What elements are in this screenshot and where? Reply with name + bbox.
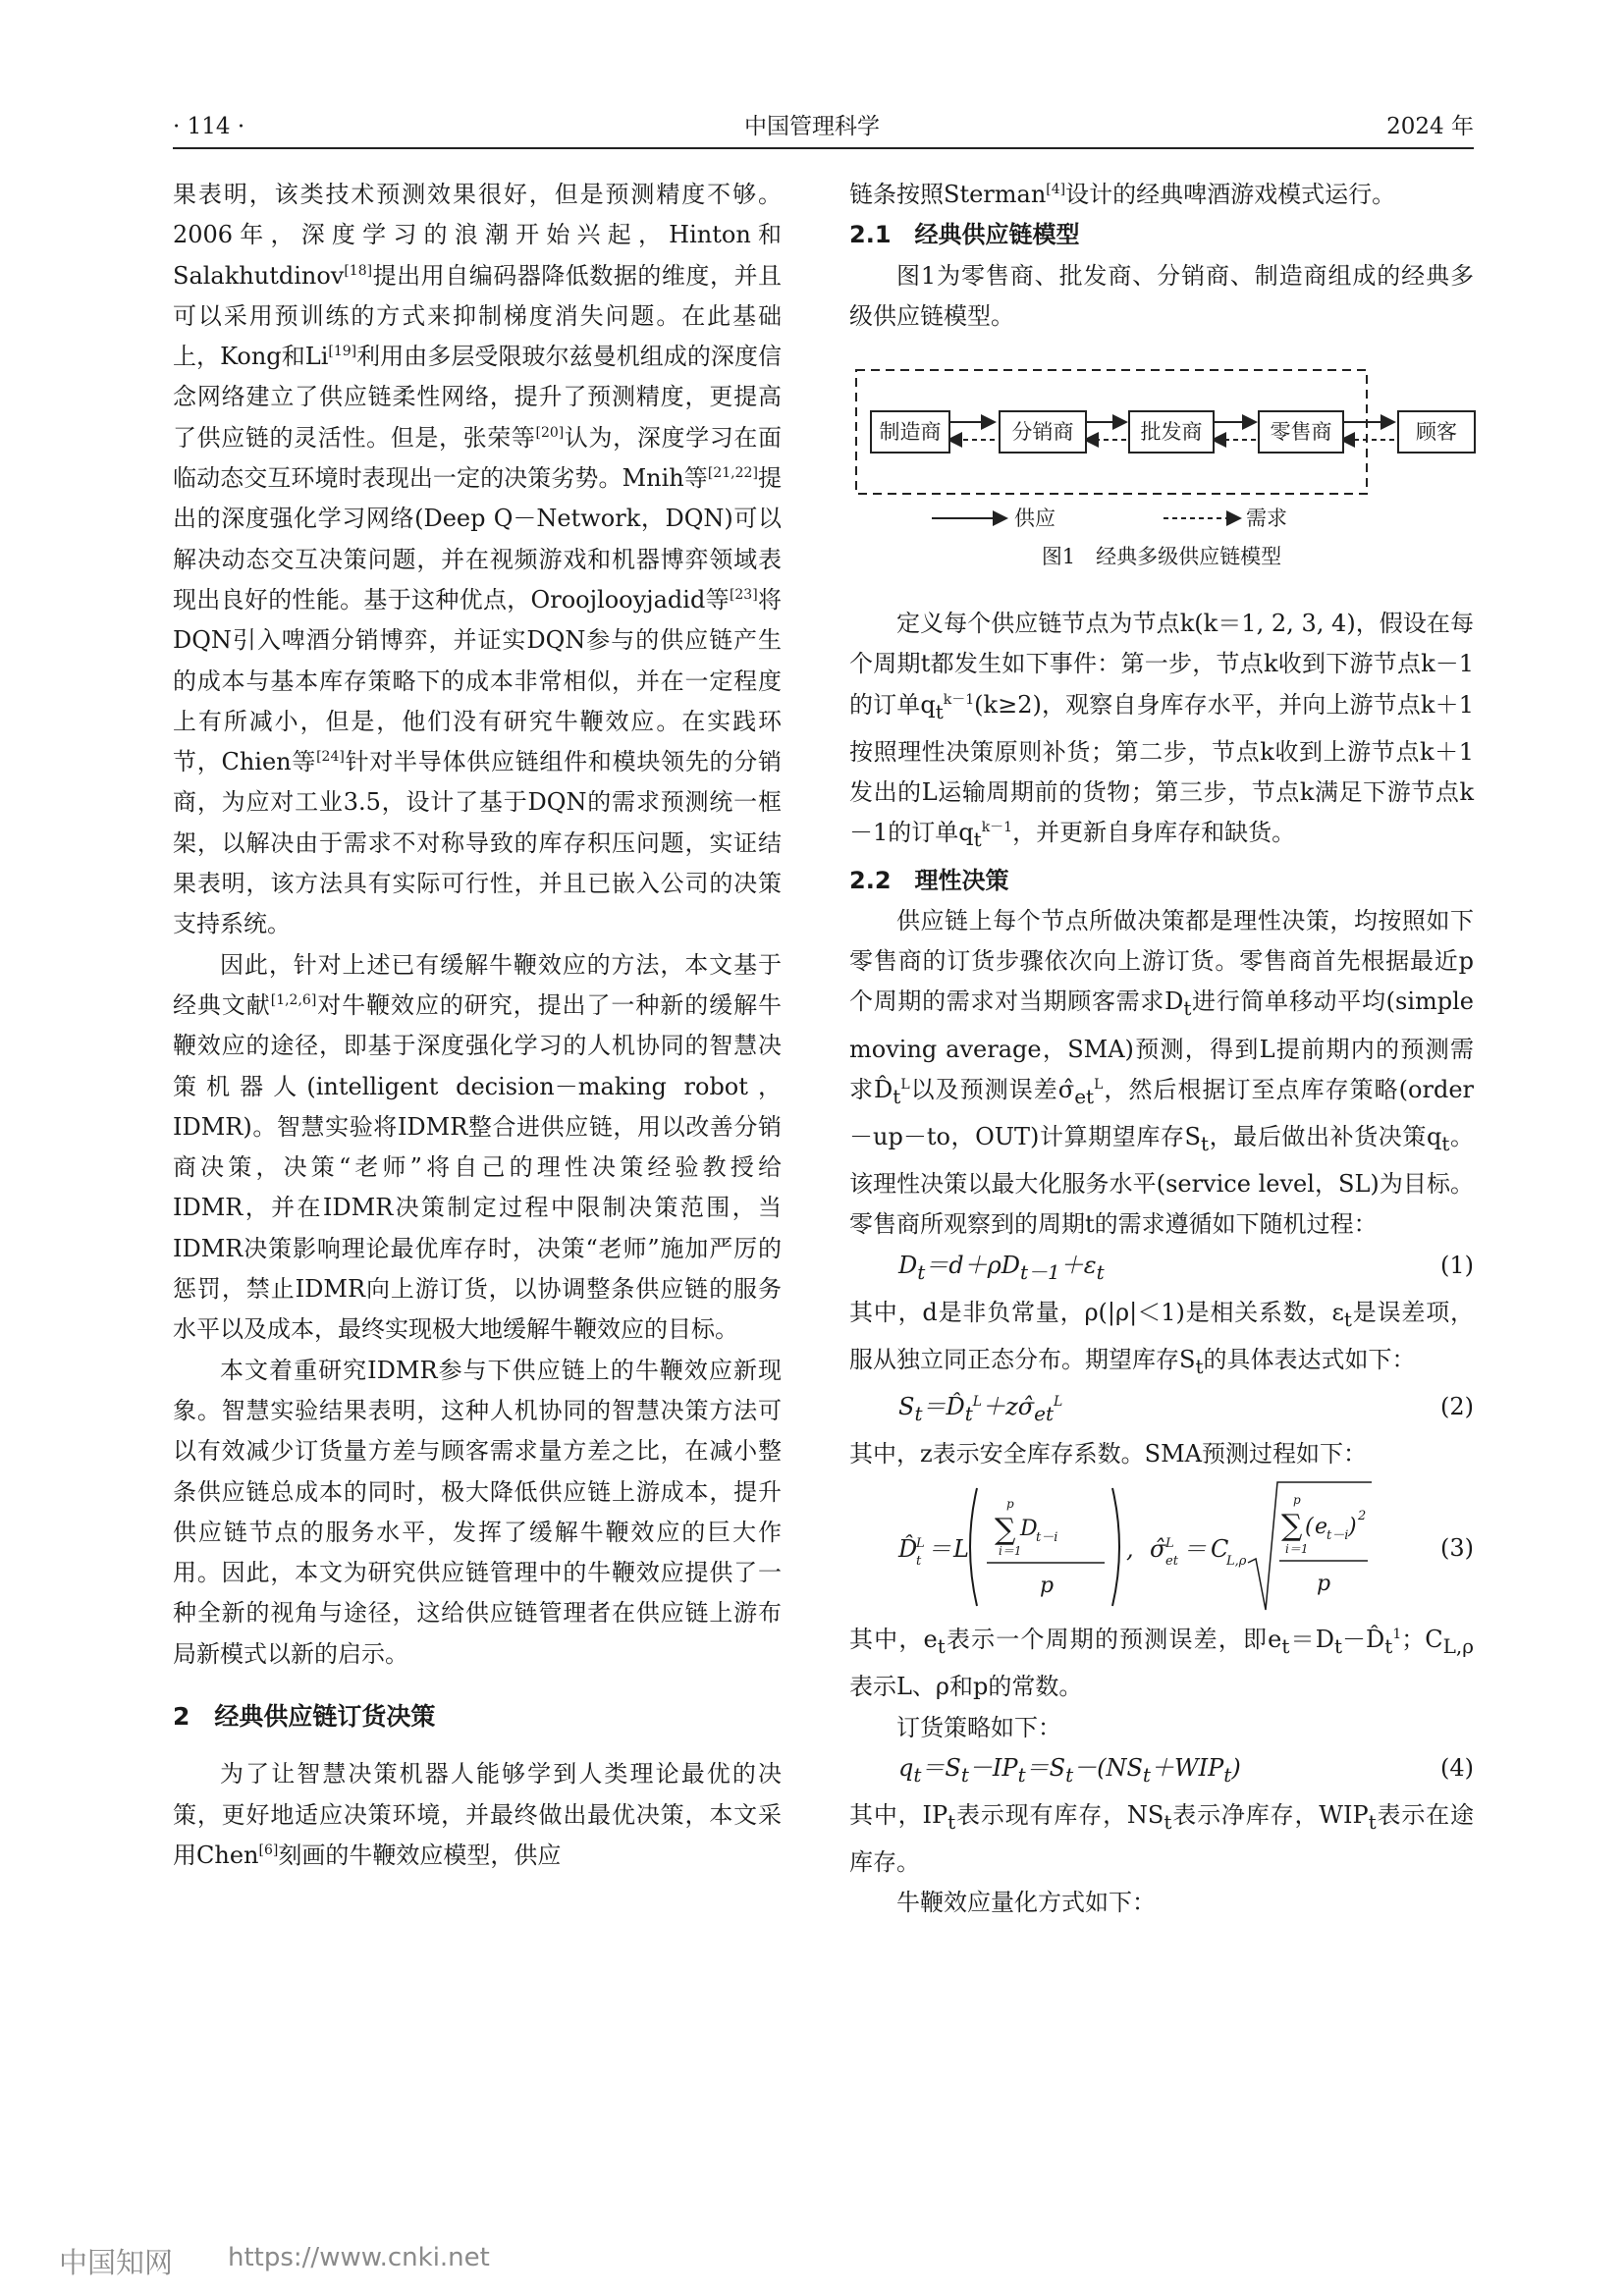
left-paragraph-2: 因此，针对上述已有缓解牛鞭效应的方法，本文基于经典文献[1,2,6]对牛鞭效应的研究，提出了一种新的缓解牛鞭效应的途径，即基于深度强化学习的人机协同的智慧决策机器人(intelligent decision－making robot，IDMR)。智慧实验将IDMR整合进供应链，用以改善分销商决策，决策“老师”将自己的理性决策经验教授给IDMR，并在IDMR决策制定过程中限制决策范围，当IDMR决策影响理论最优库存时，决策“老师”施加严厉的惩罚，禁止IDMR向上游订货，以协调整条供应链的服务水平以及成本，最终实现极大地缓解牛鞭效应的目标。 <box>173 950 783 1344</box>
svg-text:2: 2 <box>1358 1509 1367 1524</box>
equation-3-number: (3) <box>1440 1534 1474 1563</box>
journal-title: 中国管理科学 <box>744 114 880 139</box>
svg-text:i＝1: i＝1 <box>1285 1542 1309 1557</box>
equation-4-body: $q_t=S_t-IP_t=S_t-(NS_t+WIP_t)$ <box>898 1753 1241 1787</box>
right-paragraph-8: 其中，$IP_t$表示现有库存，$NS_t$表示净库存，$WIP_t$表示在途库存。 <box>849 1801 1475 1877</box>
svg-text:t－i: t－i <box>1036 1530 1058 1546</box>
page-number: · 114 · <box>173 114 245 139</box>
subsection-heading-2-2: 2.2 理性决策 <box>849 866 1009 894</box>
equation-4 <box>849 1748 1474 1795</box>
right-column <box>849 175 1474 1924</box>
svg-text:p: p <box>1293 1493 1301 1508</box>
equation-1-body: $D_t=d+\rho D_{t-1}+\varepsilon_t$ <box>898 1251 1105 1284</box>
svg-text:σ̂: σ̂ <box>1150 1535 1166 1564</box>
right-paragraph-9: 牛鞭效应量化方式如下： <box>896 1889 1156 1917</box>
cnki-watermark-logo: 中国知网 <box>59 2246 174 2279</box>
svg-text:L: L <box>1165 1536 1174 1552</box>
header-rule <box>173 147 1474 149</box>
equation-3 <box>849 1474 1474 1620</box>
node-manufacturer: 制造商 <box>870 410 950 454</box>
svg-text:p: p <box>1006 1497 1014 1512</box>
equation-1-number: (1) <box>1440 1251 1474 1279</box>
equation-4-number: (4) <box>1440 1753 1474 1782</box>
right-paragraph-7: 订货策略如下： <box>896 1713 1061 1741</box>
svg-text:(: ( <box>1305 1515 1314 1540</box>
legend-supply-label: 供应 <box>1014 507 1056 531</box>
subsection-heading-2-1: 2.1 经典供应链模型 <box>849 221 1080 249</box>
svg-text:p: p <box>1040 1574 1055 1599</box>
figure-caption: 图1 经典多级供应链模型 <box>1041 545 1282 569</box>
figure-1 <box>849 356 1474 574</box>
svg-text:et: et <box>1165 1554 1178 1570</box>
node-wholesaler: 批发商 <box>1128 410 1215 454</box>
right-paragraph-1: 图1为零售商、批发商、分销商、制造商组成的经典多级供应链模型。 <box>849 261 1474 330</box>
svg-text:p: p <box>1317 1572 1331 1597</box>
svg-text:): ) <box>1348 1515 1357 1540</box>
left-paragraph-4: 为了让智慧决策机器人能够学到人类理论最优的决策，更好地适应决策环境，并最终做出最优决策，本文采用Chen[6]刻画的牛鞭效应模型，供应 <box>173 1760 782 1869</box>
right-paragraph-6: 其中，$e_t$表示一个周期的预测误差，即$e_t=D_t-D̂_t^1$；$C_{L,\rho}$表示L、ρ和p的常数。 <box>849 1626 1475 1701</box>
cnki-watermark-url: https://www.cnki.net <box>228 2243 490 2272</box>
right-paragraph-4: 其中，d是非负常量，ρ(|ρ|＜1)是相关系数，$\varepsilon_t$是误差项，服从独立同正态分布。期望库存$S_t$的具体表达式如下： <box>849 1298 1475 1378</box>
node-retailer: 零售商 <box>1258 410 1344 454</box>
left-column <box>173 175 782 1876</box>
node-customer: 顾客 <box>1397 410 1476 454</box>
svg-text:L,ρ: L,ρ <box>1226 1554 1247 1570</box>
svg-text:∑: ∑ <box>1281 1509 1303 1544</box>
right-paragraph-3: 供应链上每个节点所做决策都是理性决策，均按照如下零售商的订货步骤依次向上游订货。零售商首先根据最近p个周期的需求对当期顾客需求$D_t$进行简单移动平均(simple moving average，SMA)预测，得到L提前期内的预测需求$D̂_t^L$以及预测误差$\sigmâ_{et}^L$，然后根据订至点库存策略(order－up－to，OUT)计算期望库存$S_t$，最后做出补货决策$q_t$。该理性决策以最大化服务水平(service level，SL)为目标。零售商所观察到的周期t的需求遵循如下随机过程： <box>849 906 1475 1239</box>
equation-2-number: (2) <box>1440 1392 1474 1420</box>
equation-3-graphic <box>849 1474 1474 1620</box>
svg-text:L: L <box>916 1536 925 1552</box>
right-paragraph-0: 链条按照Sterman[4]设计的经典啤酒游戏模式运行。 <box>849 181 1396 208</box>
svg-text:D̂: D̂ <box>898 1535 918 1564</box>
svg-text:e: e <box>1315 1515 1328 1540</box>
svg-text:＝: ＝ <box>928 1535 951 1564</box>
svg-text:＝: ＝ <box>1183 1535 1207 1564</box>
equation-2 <box>849 1387 1474 1434</box>
year: 2024 年 <box>1386 114 1474 139</box>
equation-1 <box>849 1246 1474 1293</box>
svg-text:t: t <box>916 1554 922 1570</box>
right-paragraph-2: 定义每个供应链节点为节点k(k＝1, 2, 3, 4)，假设在每个周期t都发生如下事件：第一步，节点k收到下游节点k－1的订单$q_t^{k-1}(k\ge 2)$，观察自身库存水平，并向上游节点k＋1按照理性决策原则补货；第二步，节点k收到上游节点k＋1发出的L运输周期前的货物；第三步，节点k满足下游节点k－1的订单$q_t^{k-1}$，并更新自身库存和缺货。 <box>849 610 1474 852</box>
svg-text:t－i: t－i <box>1326 1528 1349 1544</box>
right-paragraph-5: 其中，z表示安全库存系数。SMA预测过程如下： <box>849 1440 1367 1468</box>
left-paragraph-1: 果表明，该类技术预测效果很好，但是预测精度不够。2006年，深度学习的浪潮开始兴起，Hinton和Salakhutdinov[18]提出用自编码器降低数据的维度，并且可以采用预训练的方式来抑制梯度消失问题。在此基础上，Kong和Li[19]利用由多层受限玻尔兹曼机组成的深度信念网络建立了供应链柔性网络，提升了预测精度，更提高了供应链的灵活性。但是，张荣等[20]认为，深度学习在面临动态交互环境时表现出一定的决策劣势。Mnih等[21,22]提出的深度强化学习网络(Deep Q－Network，DQN)可以解决动态交互决策问题，并在视频游戏和机器博弈领域表现出良好的性能。基于这种优点，Oroojlooyjadid等[23]将DQN引入啤酒分销博弈，并证实DQN参与的供应链产生的成本与基本库存策略下的成本非常相似，并在一定程度上有所减小，但是，他们没有研究牛鞭效应。在实践环节，Chien等[24]针对半导体供应链组件和模块领先的分销商，为应对工业3.5，设计了基于DQN的需求预测统一框架，以解决由于需求不对称导致的库存积压问题，实证结果表明，该方法具有实际可行性，并且已嵌入公司的决策支持系统。 <box>173 181 783 938</box>
equation-2-body: $S_t=D̂_t^L+z\sigmâ_{et}^L$ <box>898 1392 1063 1425</box>
svg-text:L: L <box>953 1535 969 1564</box>
legend-demand-label: 需求 <box>1246 507 1287 531</box>
svg-text:i＝1: i＝1 <box>999 1544 1022 1559</box>
svg-text:∑: ∑ <box>995 1513 1016 1548</box>
svg-text:D: D <box>1020 1517 1038 1542</box>
left-paragraph-3: 本文着重研究IDMR参与下供应链上的牛鞭效应新现象。智慧实验结果表明，这种人机协同的智慧决策方法可以有效减少订货量方差与顾客需求量方差之比，在减小整条供应链总成本的同时，极大降低供应链上游成本，提升供应链节点的服务水平，发挥了缓解牛鞭效应的巨大作用。因此，本文为研究供应链管理中的牛鞭效应提供了一种全新的视角与途径，这给供应链管理者在供应链上游布局新模式以新的启示。 <box>173 1356 782 1668</box>
svg-text:C: C <box>1211 1535 1229 1564</box>
node-distributor: 分销商 <box>999 410 1087 454</box>
svg-text:,: , <box>1126 1535 1134 1564</box>
section-heading-2: 2 经典供应链订货决策 <box>173 1701 436 1731</box>
